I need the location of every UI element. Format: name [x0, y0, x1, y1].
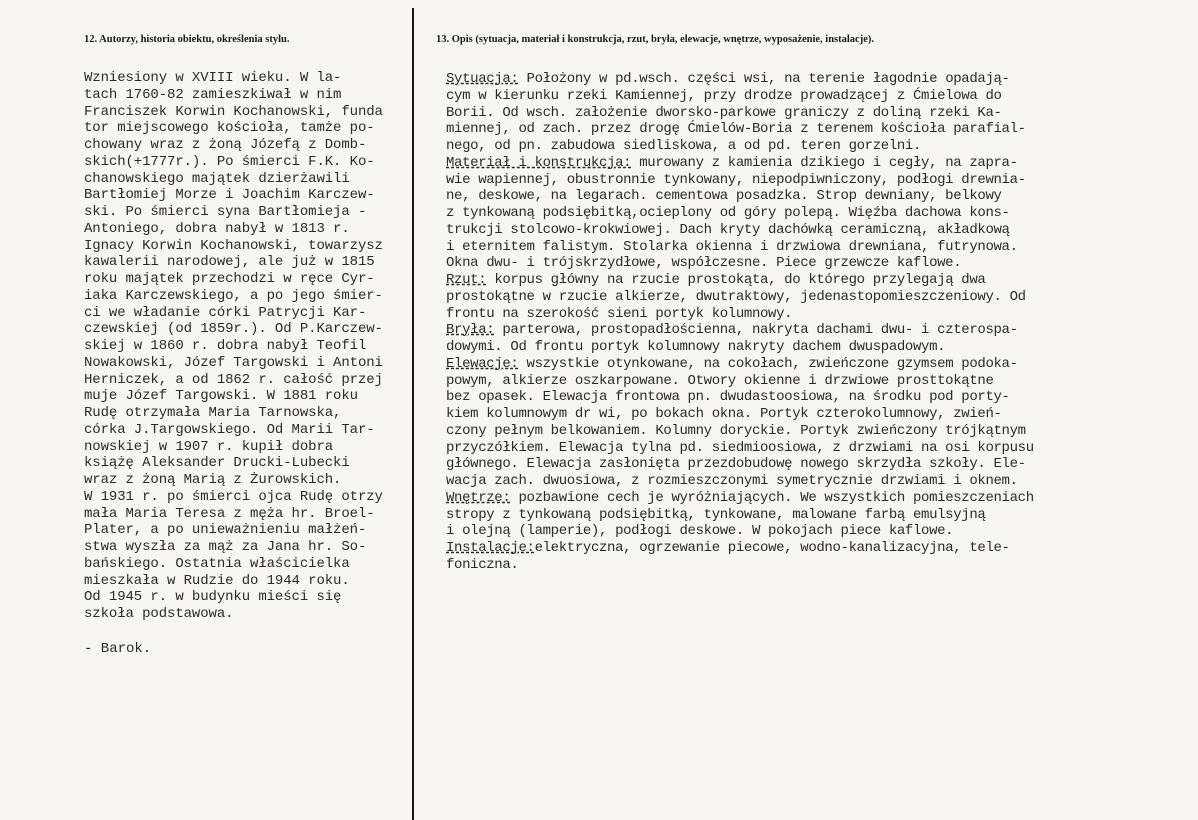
description-line — [446, 172, 1034, 189]
history-line: stwa wyszła za mąż za Jana hr. So- — [84, 539, 367, 555]
history-line: Od 1945 r. w budynku mieści się — [84, 589, 342, 606]
description-text-run: i eternitem falistym. Stolarka okienna i drzwiowa drewniana, futrynowa. — [446, 238, 1018, 255]
history-line: Herniczek, a od 1862 r. całość przej — [84, 371, 383, 388]
section-label: Sytuacja: — [446, 71, 519, 87]
description-text-run: prostokątne w rzucie alkierze, dwutraktowy, jedenastopomieszczeniowy. Od — [446, 288, 1026, 305]
history-line: roku majątek przechodzi w ręce Cyr- — [84, 271, 375, 287]
description-text-run: Położony w pd.wsch. części wsi, na terenie łagodnie opadają- — [518, 71, 1010, 87]
description-text-run: elektryczna, ogrzewanie piecowe, wodno-kanalizacyjna, tele- — [534, 540, 1010, 556]
column-divider — [412, 8, 414, 820]
section-label: Bryła: — [446, 322, 495, 339]
section-label: Elewacje: — [446, 355, 519, 372]
description-text-run: głównego. Elewacja zasłonięta przezdobudowę nowego skrzydła szkoły. Ele- — [446, 456, 1026, 473]
description-line — [446, 373, 1034, 390]
history-line: Rudę otrzymała Maria Tarnowska, — [84, 405, 342, 421]
history-line: mała Maria Teresa z męża hr. Broel- — [84, 505, 375, 522]
description-line — [446, 406, 1034, 423]
description-text-run: powym, alkierze oszkarpowane. Otwory okienne i drzwiowe prosttokątne — [446, 372, 994, 389]
description-line — [446, 239, 1034, 256]
section-label: Rzut: — [446, 272, 487, 288]
history-line: córka J.Targowskiego. Od Marii Tar- — [84, 421, 375, 438]
description-text-run: cym w kierunku rzeki Kamiennej, przy drodze prowadzącej z Ćmielowa do — [446, 87, 1002, 104]
description-text-run: Okna dwu- i trójskrzydłowe, współczesne. Piece grzewcze kaflowe. — [446, 255, 962, 272]
section-label: Materiał i konstrukcja: — [446, 154, 632, 171]
history-line: kawalerii narodowej, ale już w 1815 — [84, 254, 375, 271]
description-text-run: stropy z tynkowaną podsiębitką, tynkowane, malowane farbą emulsyjną — [446, 506, 986, 523]
history-line: skiej w 1860 r. dobra nabył Teofil — [84, 338, 367, 354]
description-text-run: murowany z kamienia dzikiego i cegły, na zapra- — [631, 154, 1018, 171]
description-line — [446, 222, 1034, 239]
description-line — [446, 339, 1034, 356]
description-line — [446, 356, 1034, 373]
description-text-run: dowymi. Od frontu portyk kolumnowy nakryty dachem dwuspadowym. — [446, 339, 946, 355]
description-text-run: z tynkowaną podsiębitką,ocieplony od góry polepą. Więźba dachowa kons- — [446, 205, 1010, 221]
description-line — [446, 440, 1034, 457]
history-line: muje Józef Targowski. W 1881 roku — [84, 388, 358, 405]
history-line: Plater, a po unieważnieniu małżeń- — [84, 522, 367, 539]
description-line — [446, 389, 1034, 406]
history-line: chowany wraz z żoną Józefą z Domb- — [84, 137, 367, 153]
description-text-run: parterowa, prostopadłościenna, nakryta dachami dwu- i czterospa- — [494, 322, 1018, 339]
history-line: skich(+1777r.). Po śmierci F.K. Ko- — [84, 153, 375, 170]
description-line — [446, 473, 1034, 490]
description-line — [446, 121, 1034, 138]
description-text-run: miennej, od zach. przez drogę Ćmielów-Boria z terenem kościoła parafial- — [446, 121, 1026, 138]
description-line — [446, 490, 1034, 507]
description-line — [446, 188, 1034, 205]
description-line — [446, 507, 1034, 524]
history-text — [84, 70, 383, 623]
history-line: iaka Karczewskiego, a po jego śmier- — [84, 287, 383, 304]
description-line — [446, 255, 1034, 272]
description-text-run: wszystkie otynkowane, na cokołach, zwieńczone gzymsem podoka- — [518, 355, 1018, 372]
description-text-run: pozbawione cech je wyróżniających. We wszystkich pomieszczeniach — [510, 489, 1034, 506]
description-text — [446, 71, 1034, 574]
history-line: czewskiej (od 1859r.). Od P.Karczew- — [84, 321, 383, 338]
description-text-run: wie wapiennej, obustronnie tynkowany, niepodpiwniczony, podłogi drewnia- — [446, 171, 1026, 188]
description-line — [446, 88, 1034, 105]
history-line: Bartłomiej Morze i Joachim Karczew- — [84, 187, 375, 204]
history-line: Wzniesiony w XVIII wieku. W la- — [84, 70, 342, 86]
history-line: mieszkała w Rudzie do 1944 roku. — [84, 572, 350, 589]
description-line — [446, 289, 1034, 306]
description-text-run: wacja zach. dwuosiowa, z rozmieszczonymi symetrycznie drzwiami i oknem. — [446, 473, 1018, 489]
history-line: tach 1760-82 zamieszkiwał w nim — [84, 86, 342, 103]
description-text-run: ne, deskowe, na legarach. cementowa posadzka. Strop dewniany, belkowy — [446, 188, 1002, 205]
description-line — [446, 540, 1034, 557]
description-text-run: trukcji stolcowo-krokwiowej. Dach kryty dachówką ceramiczną, akładkową — [446, 221, 1010, 238]
description-text-run: nego, od pn. zabudowa siedliskowa, a od pd. teren gorzelni. — [446, 138, 922, 154]
history-line: nowskiej w 1907 r. kupił dobra — [84, 438, 334, 455]
history-line: Antoniego, dobra nabył w 1813 r. — [84, 220, 350, 237]
history-line: Franciszek Korwin Kochanowski, funda — [84, 103, 383, 120]
description-line — [446, 322, 1034, 339]
section-label: Wnętrze: — [446, 489, 511, 506]
description-text-run: bez opasek. Elewacja frontowa pn. dwudastoosiowa, na środku pod porty- — [446, 389, 1010, 406]
description-text-run: Borii. Od wsch. założenie dworsko-parkowe graniczy z doliną rzeki Ka- — [446, 104, 1002, 121]
section-13-header: 13. Opis (sytuacja, materiał i konstrukcja, rzut, bryła, elewacje, wnętrze, wyposażenie, instalacje). — [436, 34, 875, 45]
style-note: - Barok. — [84, 641, 152, 657]
history-line: Nowakowski, Józef Targowski i Antoni — [84, 354, 383, 371]
description-line — [446, 456, 1034, 473]
history-line: tor miejscowego kościoła, tamże po- — [84, 120, 375, 137]
description-line — [446, 71, 1034, 88]
description-text-run: foniczna. — [446, 556, 519, 573]
history-line: bańskiego. Ostatnia właścicielka — [84, 555, 350, 572]
history-line: W 1931 r. po śmierci ojca Rudę otrzy — [84, 488, 383, 505]
description-text-run: kiem kolumnowym dr wi, po bokach okna. Portyk czterokolumnowy, zwień- — [446, 406, 1002, 422]
history-line: książę Aleksander Drucki-Lubecki — [84, 455, 350, 472]
history-line: ski. Po śmierci syna Bartłomieja - — [84, 204, 367, 220]
description-line — [446, 423, 1034, 440]
description-text-run: czony pełnym belkowaniem. Kolumny doryckie. Portyk zwieńczony trójkątnym — [446, 422, 1026, 439]
description-line — [446, 306, 1034, 323]
section-12-header: 12. Autorzy, historia obiektu, określenia stylu. — [84, 34, 290, 45]
section-label: Instalacje: — [446, 540, 535, 556]
description-text-run: i olejną (lamperie), podłogi deskowe. W pokojach piece kaflowe. — [446, 523, 954, 540]
description-line — [446, 523, 1034, 540]
history-line: chanowskiego majątek dzierżawili — [84, 170, 350, 187]
history-line: Ignacy Korwin Kochanowski, towarzysz — [84, 237, 383, 254]
description-line — [446, 138, 1034, 155]
description-text-run: korpus główny na rzucie prostokąta, do którego przylegają dwa — [486, 272, 986, 288]
history-line: ci we władanie córki Patrycji Kar- — [84, 304, 367, 321]
description-line — [446, 205, 1034, 222]
description-line — [446, 155, 1034, 172]
description-line — [446, 272, 1034, 289]
history-line: szkoła podstawowa. — [84, 606, 234, 622]
description-text-run: przyczółkiem. Elewacja tylna pd. siedmioosiowa, z drzwiami na osi korpusu — [446, 439, 1034, 456]
history-line: wraz z żoną Marią z Żurowskich. — [84, 472, 342, 488]
description-text-run: frontu na szerokość sieni portyk kolumnowy. — [446, 305, 793, 322]
description-line — [446, 105, 1034, 122]
description-line — [446, 557, 1034, 574]
